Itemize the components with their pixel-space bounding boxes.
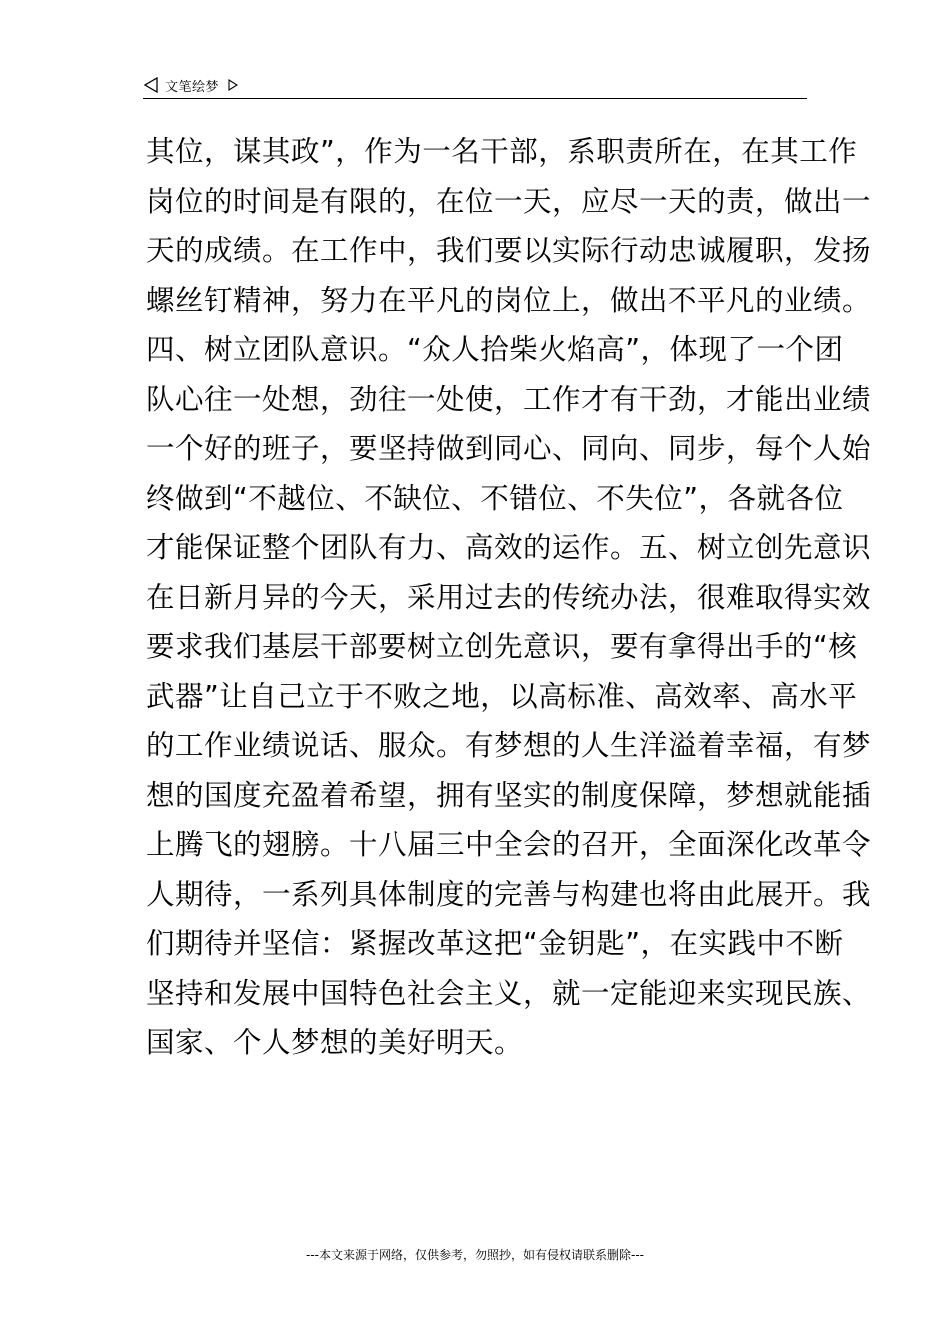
text-line: 人期待，一系列具体制度的完善与构建也将由此展开。我 — [146, 877, 872, 911]
text-line: 们期待并坚信：紧握改革这把“金钥匙”，在实践中不断 — [146, 927, 844, 960]
text-line: 的工作业绩说话、服众。有梦想的人生洋溢着幸福，有梦 — [146, 729, 872, 762]
text-line: 坚持和发展中国特色社会主义，就一定能迎来实现民族、 — [146, 976, 872, 1010]
text-line: 岗位的时间是有限的，在位一天，应尽一天的责，做出一 — [146, 184, 872, 218]
header-row — [143, 75, 239, 95]
text-line: 在日新月异的今天，采用过去的传统办法，很难取得实效 — [146, 580, 872, 614]
header-title: 文笔绘梦 — [165, 79, 220, 95]
text-line: 武器”让自己立于不败之地，以高标准、高效率、高水平 — [146, 679, 858, 713]
text-line: 其位，谋其政”，作为一名干部，系职责所在，在其工作 — [146, 135, 858, 168]
text-line: 螺丝钉精神，努力在平凡的岗位上，做出不平凡的业绩。 — [146, 283, 872, 317]
text-line: 终做到“不越位、不缺位、不错位、不失位”，各就各位 — [146, 481, 844, 515]
text-line: 国家、个人梦想的美好明天。 — [146, 1026, 524, 1059]
text-line: 队心往一处想，劲往一处使，工作才有干劲，才能出业绩 — [146, 382, 872, 416]
text-line: 四、树立团队意识。“众人拾柴火焰高”，体现了一个团 — [146, 333, 844, 366]
text-line: 一个好的班子，要坚持做到同心、同向、同步，每个人始 — [146, 432, 872, 465]
text-line: 才能保证整个团队有力、高效的运作。五、树立创先意识 — [146, 531, 872, 564]
body-text — [146, 127, 872, 1068]
page-header — [143, 74, 807, 99]
text-line: 想的国度充盈着希望，拥有坚实的制度保障，梦想就能插 — [146, 778, 872, 812]
text-line: 上腾飞的翅膀。十八届三中全会的召开，全面深化改革令 — [146, 828, 872, 861]
text-line: 要求我们基层干部要树立创先意识，要有拿得出手的“核 — [146, 630, 858, 663]
footer-disclaimer: ---本文来源于网络，仅供参考，勿照抄，如有侵权请联系删除--- — [306, 1248, 644, 1262]
text-line: 天的成绩。在工作中，我们要以实际行动忠诚履职，发扬 — [146, 234, 872, 267]
triangle-left-icon — [143, 77, 159, 93]
triangle-right-icon — [227, 76, 239, 88]
